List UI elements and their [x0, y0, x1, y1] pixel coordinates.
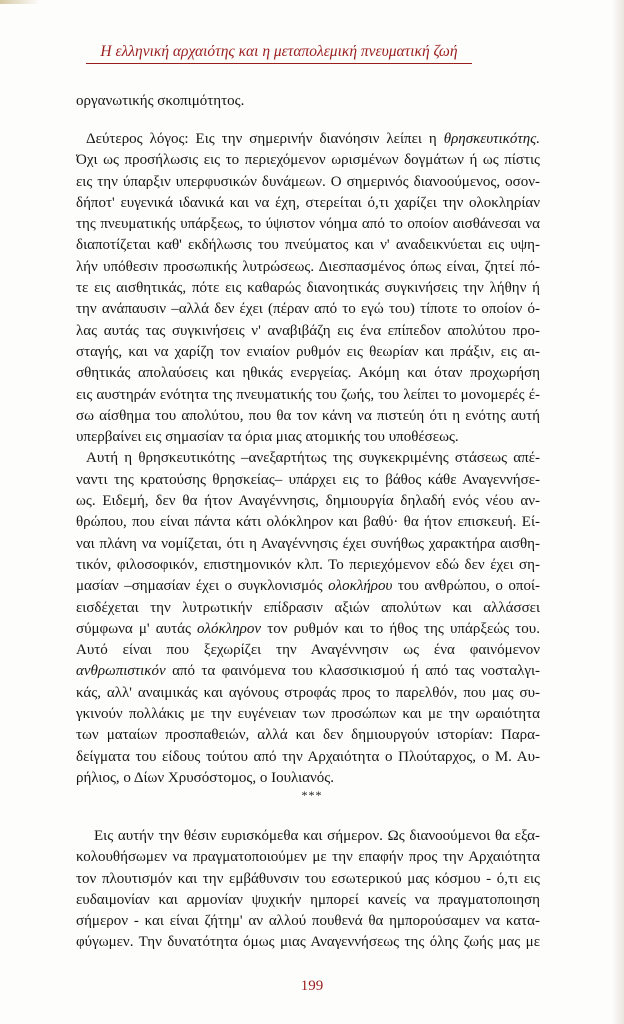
italic-word: ολόκληρον	[197, 620, 262, 637]
text-line: κάς, αλλ' αναιμικάς και αγόνους στροφάς προς το παρελθόν, που μας συ-	[76, 684, 540, 701]
section-break: ***	[301, 788, 323, 802]
text-line: ναντι της κρατούσης θρησκείας– υπάρχει εις το βάθος κάθε Αναγεννήσε-	[76, 471, 540, 488]
page-corner-shadow	[0, 0, 40, 4]
text-line: της πνευματικής υπάρξεως, το ύψιστον νόημα από το οποίον αισθάνεσαι να	[76, 216, 540, 233]
text-line: σω αίσθημα του απολύτου, που θα τον κάνη να πιστεύη ότι η ενότης αυτή	[76, 407, 540, 424]
text-line: σθητικάς απολαύσεις και ηθικάς ενεργείας. Ακόμη και όταν προχωρήση	[76, 365, 540, 382]
text-line: γκινούν πολλάκις με την ευγένειαν των προσώπων και με την ωραιότητα	[76, 706, 540, 723]
text-line: σταγής, και να χαρίζη τον ενιαίον ρυθμόν εις θεωρίαν και πράξιν, εις αι-	[76, 343, 540, 360]
page-number: 199	[300, 978, 324, 994]
text-line: σύμφωνα μ' αυτάς ολόκληρον τον ρυθμόν και το ήθος της υπάρξεώς του.	[76, 620, 540, 637]
text-line: την ανάπαυσιν –αλλά δεν έχει (πέραν από το εγώ του) τίποτε το οποίον ό-	[76, 301, 540, 318]
text-line: ρήλιος, ο Δίων Χρυσόστομος, ο Ιουλιανός.	[76, 769, 334, 786]
text-line: ως. Ειδεμή, δεν θα ήτον Αναγέννησις, δημιουργία δηλαδή ενός νέου αν-	[76, 493, 540, 510]
page-edge-shadow	[612, 0, 624, 1024]
text-line: φύγωμεν. Την δυνατότητα όμως μιας Αναγεννήσεως της όλης ζωής μας με	[76, 934, 540, 951]
italic-word: ολοκλήρου	[328, 578, 393, 595]
text-line: των ματαίων προσπαθειών, αλλά και δεν δημιουργούν ιστορίαν: Παρα-	[76, 727, 540, 744]
text-line: εισδέχεται την λυτρωτικήν επίδρασιν αξιών απολύτων και αλλάσσει	[76, 599, 540, 616]
text-line: δήποτ' ευγενικά ιδανικά και να έχη, στερείται ό,τι χαρίζει την ολοκληρίαν	[76, 194, 540, 211]
text-line: ναι πλάνη να νομίζεται, ότι η Αναγέννησις έχει συνήθως χαρακτήρα αισθη-	[76, 535, 540, 552]
text-line: Δεύτερος λόγος: Εις την σημερινήν διανόησιν λείπει η θρησκευτικότης.	[86, 131, 540, 147]
text-line: Αυτό είναι που ξεχωρίζει την Αναγέννησιν ως ένα φαινόμενον	[76, 642, 540, 659]
text-line: Όχι ως προσήλωσις εις το περιεχόμενον ωρισμένων δογμάτων ή ως πίστις	[76, 152, 540, 169]
text-line: δείγματα του είδους τούτου από την Αρχαιότητα ο Πλούταρχος, ο Μ. Αυ-	[76, 748, 540, 765]
text-line: τον πλουτισμόν και την εμβάθυνσιν του εσωτερικού μας κόσμου - ό,τι εις	[76, 870, 540, 887]
text-line: τικόν, φιλοσοφικόν, επιστημονικόν κλπ. Το περιεχόμενον εδώ δεν έχει ση-	[76, 556, 540, 573]
final-paragraph	[76, 826, 540, 954]
text-line: εις αυστηράν ενότητα της πνευματικής του ζωής, του λείπει το μονομερές έ-	[76, 386, 540, 403]
main-paragraphs	[76, 129, 540, 789]
running-header: Η ελληνική αρχαιότης και η μεταπολεμική πνευματική ζωή	[86, 43, 472, 64]
text-line: ευδαιμονίαν και αρμονίαν ψυχικήν ημπορεί κανείς να πραγματοποιηση	[76, 891, 540, 908]
text-line: λήν υπόθεσιν προσωπικής λυτρώσεως. Διεσπασμένος όπως είναι, ζητεί πό-	[76, 258, 540, 275]
text-line: μασίαν –σημασίαν έχει ο συγκλονισμός ολοκλήρου του ανθρώπου, ο οποί-	[76, 578, 540, 595]
text-line: κολουθήσωμεν να πραγματοποιούμεν με την επαφήν προς την Αρχαιότητα	[76, 849, 540, 866]
text-line: διαποτίζεται καθ' εκδήλωσις του πνεύματος και ν' αναδεικνύεται εις υψη-	[76, 237, 540, 254]
text-line: οργανωτικής σκοπιμότητος.	[76, 93, 245, 109]
text-line: Εις αυτήν την θέσιν ευρισκόμεθα και σήμερον. Ως διανοούμενοι θα εξα-	[94, 828, 540, 844]
text-line: εις την ύπαρξιν υπερφυσικών δυνάμεων. Ο σημερινός διανοούμενος, οσον-	[76, 173, 540, 190]
text-line: λας αυτάς τας συγκινήσεις ν' αναβιβάζη εις ένα επίπεδον απολύτου προ-	[76, 322, 540, 339]
paragraph-continuation	[76, 91, 540, 112]
italic-word: θρησκευτικότης.	[443, 131, 540, 147]
italic-word: ανθρωπιστικόν	[76, 663, 166, 680]
text-line: ανθρωπιστικόν από τα φαινόμενα του κλασσικισμού ή από τας νοσταλγι-	[76, 663, 540, 680]
text-line: τε εις αισθητικάς, πότε εις καθαρώς διανοητικάς συγκινήσεις την λήθην ή	[76, 280, 540, 297]
text-line: Αυτή η θρησκευτικότης –ανεξαρτήτως της συγκεκριμένης στάσεως απέ-	[86, 450, 540, 467]
text-line: θρώπου, που είναι πάντα κάτι ολόκληρον και βαθύ· θα ήτον επισκευή. Εί-	[76, 514, 540, 531]
text-line: υπερβαίνει εις σημασίαν τα όρια μιας ατομικής του υποθέσεως.	[76, 429, 459, 446]
text-line: σήμερον - και είναι ζήτημ' αν αλλού πουθενά θα ημπορούσαμεν να κατα-	[76, 913, 540, 930]
